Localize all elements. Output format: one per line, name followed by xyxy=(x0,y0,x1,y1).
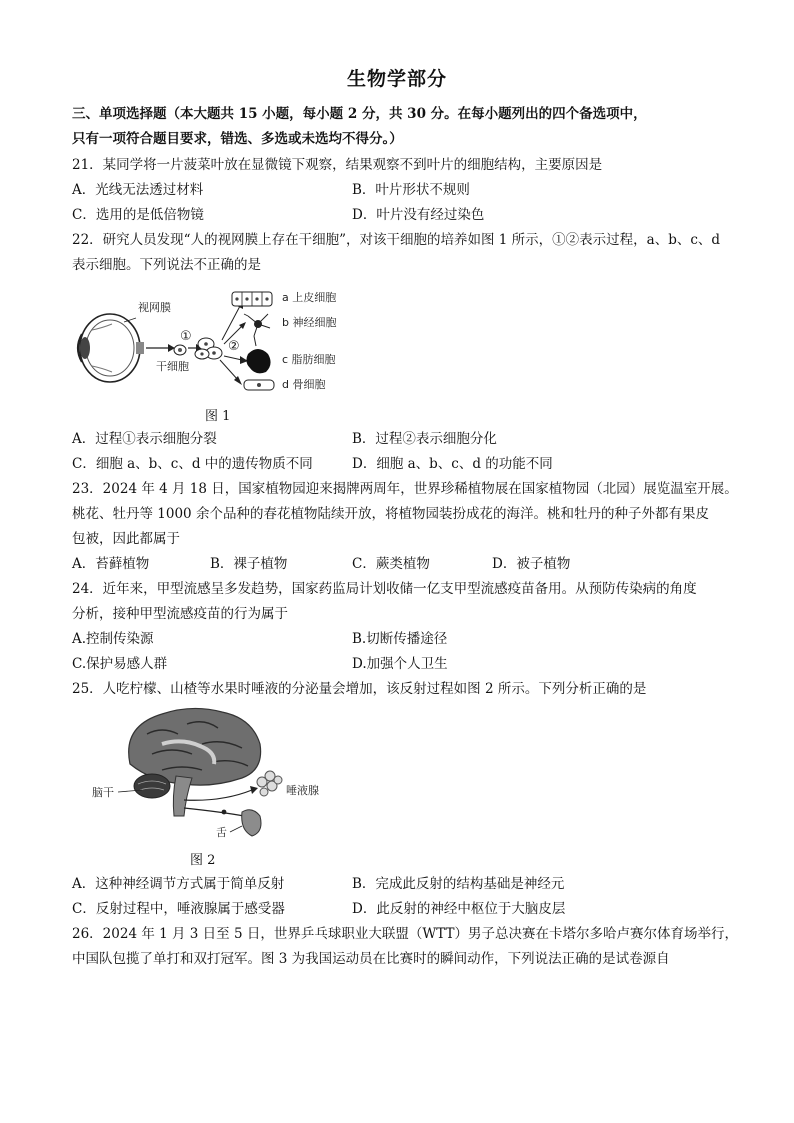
q24-option-a: A.控制传染源 xyxy=(72,631,154,647)
figure-2-reflex-diagram xyxy=(92,704,332,844)
fat-cell xyxy=(246,349,270,373)
tongue xyxy=(242,810,261,836)
q24-stem-line2: 分析，接种甲型流感疫苗的行为属于 xyxy=(72,606,288,622)
figure-1-stem-cell-diagram xyxy=(72,284,372,400)
q26-stem-line2: 中国队包揽了单打和双打冠军。图 3 为我国运动员在比赛时的瞬间动作，下列说法正确的是试卷源自 xyxy=(72,951,670,967)
q23-option-a: A．苔藓植物 xyxy=(72,556,150,572)
eye-illustration xyxy=(78,314,144,382)
q23-stem-line1: 23．2024 年 4 月 18 日，国家植物园迎来揭牌两周年，世界珍稀植物展在国家植物园（北园）展览温室开展。 xyxy=(72,481,738,497)
cell-d-label: d 骨细胞 xyxy=(282,378,326,391)
stem-cell-label: 干细胞 xyxy=(156,360,189,373)
q24-option-c: C.保护易感人群 xyxy=(72,656,168,672)
q23-option-d: D．被子植物 xyxy=(492,556,571,572)
cell-a-label: a 上皮细胞 xyxy=(282,291,337,304)
q22-option-a: A．过程①表示细胞分裂 xyxy=(72,431,217,447)
q24-option-d: D.加强个人卫生 xyxy=(352,656,448,672)
q21-option-b: B．叶片形状不规则 xyxy=(352,182,470,198)
section-heading-line1: 三、单项选择题（本大题共 15 小题，每小题 2 分，共 30 分。在每小题列出的四个备选项中， xyxy=(72,106,647,122)
bone-cell xyxy=(244,380,274,390)
q22-option-c: C．细胞 a、b、c、d 中的遗传物质不同 xyxy=(72,456,313,472)
salivary-gland xyxy=(257,771,282,796)
q25-stem: 25．人吃柠檬、山楂等水果时唾液的分泌量会增加，该反射过程如图 2 所示。下列分析正确的是 xyxy=(72,681,647,697)
q22-option-d: D．细胞 a、b、c、d 的功能不同 xyxy=(352,456,553,472)
q25-option-d: D．此反射的神经中枢位于大脑皮层 xyxy=(352,901,566,917)
q22-option-b: B．过程②表示细胞分化 xyxy=(352,431,497,447)
q22-stem-line1: 22．研究人员发现“人的视网膜上存在干细胞”，对该干细胞的培养如图 1 所示，①②表示过程，a、b、c、d xyxy=(72,232,721,248)
process-2-label: ② xyxy=(228,339,240,354)
q24-stem-line1: 24．近年来，甲型流感呈多发趋势，国家药监局计划收储一亿支甲型流感疫苗备用。从预防传染病的角度 xyxy=(72,581,697,597)
q25-option-a: A．这种神经调节方式属于简单反射 xyxy=(72,876,285,892)
q22-stem-line2: 表示细胞。下列说法不正确的是 xyxy=(72,257,261,273)
q23-option-c: C．蕨类植物 xyxy=(352,556,430,572)
epithelial-cells xyxy=(232,292,272,306)
figure-1-caption: 图 1 xyxy=(205,409,231,424)
cell-b-label: b 神经细胞 xyxy=(282,316,337,329)
process-1-label: ① xyxy=(180,329,192,344)
q25-option-c: C．反射过程中，唾液腺属于感受器 xyxy=(72,901,285,917)
q26-stem-line1: 26．2024 年 1 月 3 日至 5 日，世界乒乓球职业大联盟（WTT）男子总决赛在卡塔尔多哈卢赛尔体育场举行， xyxy=(72,926,738,942)
brainstem-label: 脑干 xyxy=(92,786,114,799)
q21-option-d: D．叶片没有经过染色 xyxy=(352,207,485,223)
neuron-cell xyxy=(244,314,270,346)
q23-stem-line3: 包被，因此都属于 xyxy=(72,531,180,547)
q21-option-c: C．选用的是低倍物镜 xyxy=(72,207,204,223)
q21-option-a: A．光线无法透过材料 xyxy=(72,182,204,198)
salivary-gland-label: 唾液腺 xyxy=(286,784,319,797)
stem-cell xyxy=(174,345,186,355)
page-title: 生物学部分 xyxy=(346,68,447,90)
q23-option-b: B．裸子植物 xyxy=(210,556,288,572)
cell-c-label: c 脂肪细胞 xyxy=(282,353,336,366)
q24-option-b: B.切断传播途径 xyxy=(352,631,448,647)
retina-label: 视网膜 xyxy=(138,301,171,314)
q21-stem: 21．某同学将一片菠菜叶放在显微镜下观察，结果观察不到叶片的细胞结构，主要原因是 xyxy=(72,157,603,173)
tongue-label: 舌 xyxy=(216,826,227,839)
figure-2-caption: 图 2 xyxy=(190,853,216,868)
q23-stem-line2: 桃花、牡丹等 1000 余个品种的春花植物陆续开放，将植物园装扮成花的海洋。桃和牡丹的种子外都有果皮 xyxy=(72,506,709,522)
section-heading-line2: 只有一项符合题目要求，错选、多选或未选均不得分。） xyxy=(72,131,403,147)
q25-option-b: B．完成此反射的结构基础是神经元 xyxy=(352,876,565,892)
